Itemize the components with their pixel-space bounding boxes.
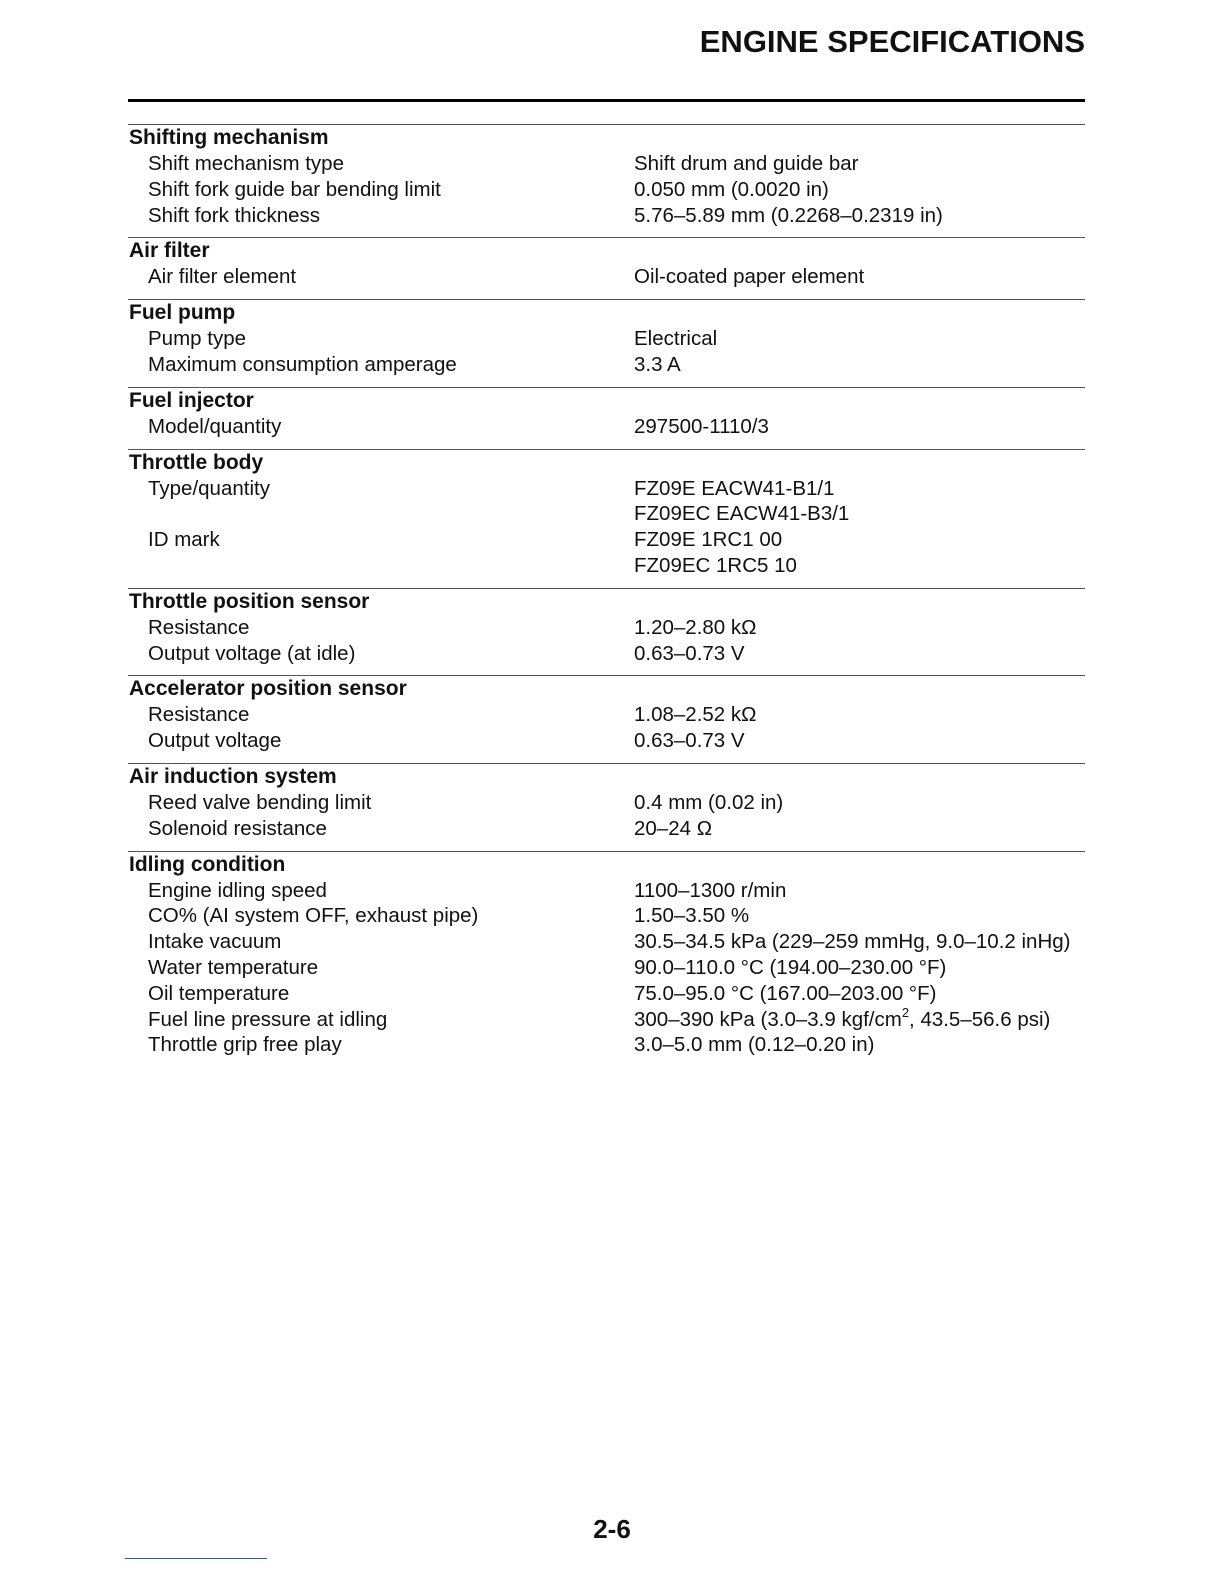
spec-section [128,449,1085,588]
spec-values [634,955,1085,981]
page-header [128,22,1085,102]
spec-section [128,851,1085,1068]
spec-row [128,929,1085,955]
spec-table [128,124,1085,1067]
spec-value: 0.4 mm (0.02 in) [634,790,784,814]
spec-section [128,387,1085,449]
spec-row [128,790,1085,816]
section-title: Throttle body [129,450,264,474]
spec-label: ID mark [148,528,220,552]
spec-row [128,1004,1085,1033]
footer-link-line[interactable] [125,1558,267,1559]
spec-section [128,237,1085,299]
spec-label: Water temperature [148,955,319,979]
spec-label: Resistance [148,703,250,727]
spec-label: Shift fork thickness [148,203,321,227]
section-title: Fuel injector [129,388,254,412]
spec-row [128,641,1085,667]
spec-value: 75.0–95.0 °C (167.00–203.00 °F) [634,981,937,1005]
spec-row [128,151,1085,177]
spec-values [634,929,1085,955]
spec-value: 1.20–2.80 kΩ [634,615,757,639]
spec-label: Resistance [148,615,250,639]
spec-value: 30.5–34.5 kPa (229–259 mmHg, 9.0–10.2 inHg) [634,930,1071,954]
section-title: Air filter [129,239,210,263]
spec-row [128,702,1085,728]
spec-value: 300–390 kPa (3.0–3.9 kgf/$cm^2$, 43.5–56.6 psi) [634,1004,1051,1031]
spec-row [128,264,1085,290]
spec-values [634,816,1085,842]
spec-label: Reed valve bending limit [148,790,372,814]
section-title: Idling condition [129,852,286,876]
spec-value: 1.50–3.50 % [634,904,750,928]
spec-values [634,728,1085,754]
spec-value: 0.63–0.73 V [634,641,745,665]
spec-section [128,763,1085,851]
spec-label: Intake vacuum [148,930,282,954]
spec-section [128,675,1085,763]
spec-label: Maximum consumption amperage [148,352,457,376]
spec-values [634,203,1085,229]
spec-row [128,955,1085,981]
spec-label: CO% (AI system OFF, exhaust pipe) [148,904,479,928]
spec-value: 20–24 Ω [634,816,713,840]
spec-values [634,1032,1085,1058]
section-title: Accelerator position sensor [129,677,407,701]
spec-row [128,527,1085,579]
spec-value: Shift drum and guide bar [634,152,859,175]
spec-value: FZ09EC EACW41-B3/1 [634,502,850,526]
spec-value: 3.0–5.0 mm (0.12–0.20 in) [634,1033,875,1057]
section-title: Throttle position sensor [129,589,370,613]
spec-values [634,903,1085,929]
spec-label: Type/quantity [148,476,270,500]
spec-label: Pump type [148,327,246,351]
spec-label: Model/quantity [148,414,282,438]
spec-row [128,326,1085,352]
spec-values [634,414,1085,440]
spec-row [128,878,1085,904]
spec-values [634,790,1085,816]
spec-value: 297500-1110/3 [634,414,769,438]
spec-label: Fuel line pressure at idling [148,1007,388,1031]
section-title: Shifting mechanism [129,126,329,149]
spec-values [634,615,1085,641]
spec-value: 3.3 A [634,352,681,376]
spec-row [128,476,1085,528]
spec-values [634,352,1085,378]
spec-label: Throttle grip free play [148,1033,342,1057]
spec-values [634,527,1085,579]
spec-label: Oil temperature [148,981,290,1005]
spec-label: Shift fork guide bar bending limit [148,177,441,201]
spec-row [128,615,1085,641]
spec-values [634,476,1085,528]
spec-value: Oil-coated paper element [634,265,865,289]
spec-value: 0.050 mm (0.0020 in) [634,177,829,201]
spec-row [128,816,1085,842]
spec-row [128,414,1085,440]
spec-values [634,177,1085,203]
spec-row [128,177,1085,203]
spec-label: Air filter element [148,265,297,289]
spec-section [128,124,1085,237]
spec-value: 5.76–5.89 mm (0.2268–0.2319 in) [634,203,943,227]
spec-row [128,981,1085,1007]
spec-section [128,588,1085,676]
spec-value: 0.63–0.73 V [634,729,745,753]
spec-row [128,903,1085,929]
spec-label: Engine idling speed [148,878,327,902]
spec-values [634,981,1085,1007]
page-number: 2-6 [593,1514,631,1544]
spec-label: Solenoid resistance [148,816,327,840]
spec-values [634,264,1085,290]
spec-value: Electrical [634,327,718,351]
spec-label: Output voltage (at idle) [148,641,356,665]
spec-value: FZ09E 1RC1 00 [634,528,783,552]
spec-label: Output voltage [148,729,282,753]
spec-values [634,641,1085,667]
spec-section [128,299,1085,387]
spec-values [634,1004,1085,1033]
spec-row [128,1032,1085,1058]
section-title: Fuel pump [129,301,236,325]
spec-row [128,728,1085,754]
spec-value: FZ09EC 1RC5 10 [634,553,797,577]
page-title: ENGINE SPECIFICATIONS [699,24,1085,59]
spec-value: 1100–1300 r/min [634,878,787,902]
spec-value: FZ09E EACW41-B1/1 [634,476,835,500]
section-title: Air induction system [129,764,337,788]
spec-value: 90.0–110.0 °C (194.00–230.00 °F) [634,955,947,979]
spec-row [128,352,1085,378]
spec-values [634,151,1085,177]
spec-values [634,878,1085,904]
spec-values [634,702,1085,728]
spec-values [634,326,1085,352]
spec-row [128,203,1085,229]
spec-value: 1.08–2.52 kΩ [634,703,757,727]
spec-label: Shift mechanism type [148,152,344,175]
